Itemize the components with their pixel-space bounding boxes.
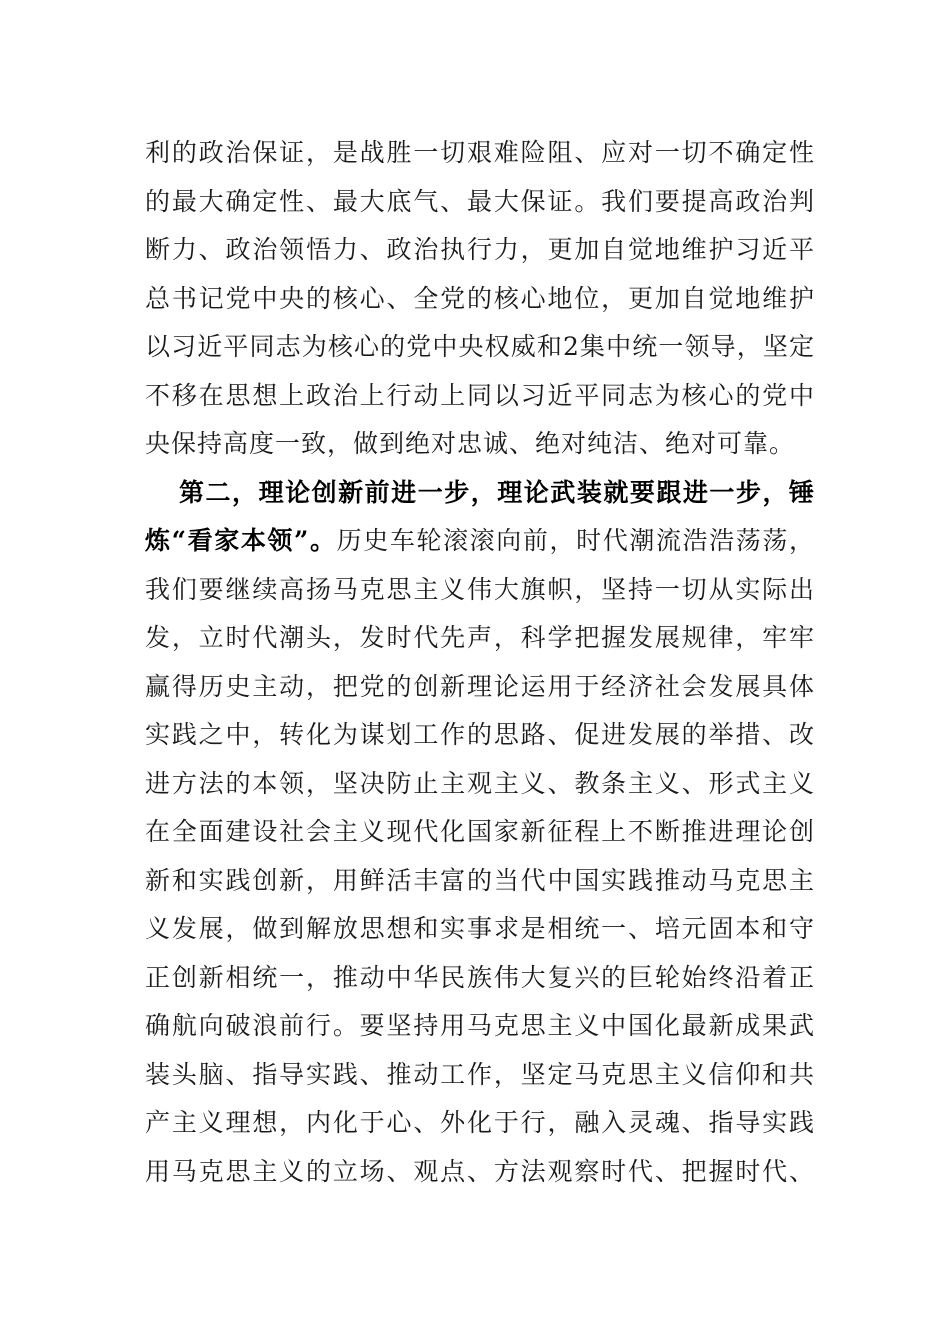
text-span: 以习近平同志为核心的党中央权威和2集中统一领导，坚定 [145,332,815,361]
text-line [145,1099,815,1148]
text-span: 实践之中，转化为谋划工作的思路、促进发展的举措、改 [145,720,815,749]
text-span: 的最大确定性、最大底气、最大保证。我们要提高政治判 [145,186,815,216]
text-line-heading [145,469,815,518]
text-span: 不移在思想上政治上行动上同以习近平同志为核心的党中 [145,380,815,410]
text-line [145,905,815,954]
text-span: 央保持高度一致，做到绝对忠诚、绝对纯洁、绝对可靠。 [145,429,796,458]
text-span: 发，立时代潮头，发时代先声，科学把握发展规律，牢牢 [145,623,815,652]
text-line [145,663,815,712]
text-line [145,226,815,275]
text-span: 在全面建设社会主义现代化国家新征程上不断推进理论创 [145,817,815,846]
text-line [145,614,815,663]
text-span: 新和实践创新，用鲜活丰富的当代中国实践推动马克思主 [145,865,815,895]
text-line [145,1148,815,1197]
text-line [145,178,815,227]
text-span: 确航向破浪前行。要坚持用马克思主义中国化最新成果武 [145,1011,815,1040]
text-line [145,129,815,178]
text-line [145,566,815,615]
text-span: 产主义理想，内化于心、外化于行，融入灵魂、指导实践 [145,1108,815,1137]
text-line [145,420,815,469]
bold-heading-span: 第二，理论创新前进一步，理论武装就要跟进一步，锤 [179,477,815,507]
text-span: 总书记党中央的核心、全党的核心地位，更加自觉地维护 [145,283,815,313]
text-span: 装头脑、指导实践、推动工作，坚定马克思主义信仰和共 [145,1059,815,1089]
text-span: 用马克思主义的立场、观点、方法观察时代、把握时代、 [145,1156,815,1186]
text-line [145,857,815,906]
text-span: 历史车轮滚滚向前，时代潮流浩浩荡荡， [336,526,815,555]
text-line [145,372,815,421]
text-span: 进方法的本领，坚决防止主观主义、教条主义、形式主义 [145,768,815,798]
bold-heading-span: 炼“看家本领”。 [145,526,337,555]
text-line [145,1196,815,1245]
text-line [145,1051,815,1100]
text-span: 我们要继续高扬马克思主义伟大旗帜，坚持一切从实际出 [145,574,815,604]
text-line [145,1002,815,1051]
text-span: 正创新相统一，推动中华民族伟大复兴的巨轮始终沿着正 [145,962,815,992]
text-span: 利的政治保证，是战胜一切艰难险阻、应对一切不确定性 [145,138,815,167]
text-line-heading [145,517,815,566]
text-span: 赢得历史主动，把党的创新理论运用于经济社会发展具体 [145,671,815,701]
text-line [145,954,815,1003]
text-span: 义发展，做到解放思想和实事求是相统一、培元固本和守 [145,914,815,943]
text-span: 断力、政治领悟力、政治执行力，更加自觉地维护习近平 [145,235,815,264]
text-line [145,808,815,857]
text-line [145,711,815,760]
text-line [145,760,815,809]
text-line [145,323,815,372]
document-body [145,129,815,1245]
text-line [145,275,815,324]
